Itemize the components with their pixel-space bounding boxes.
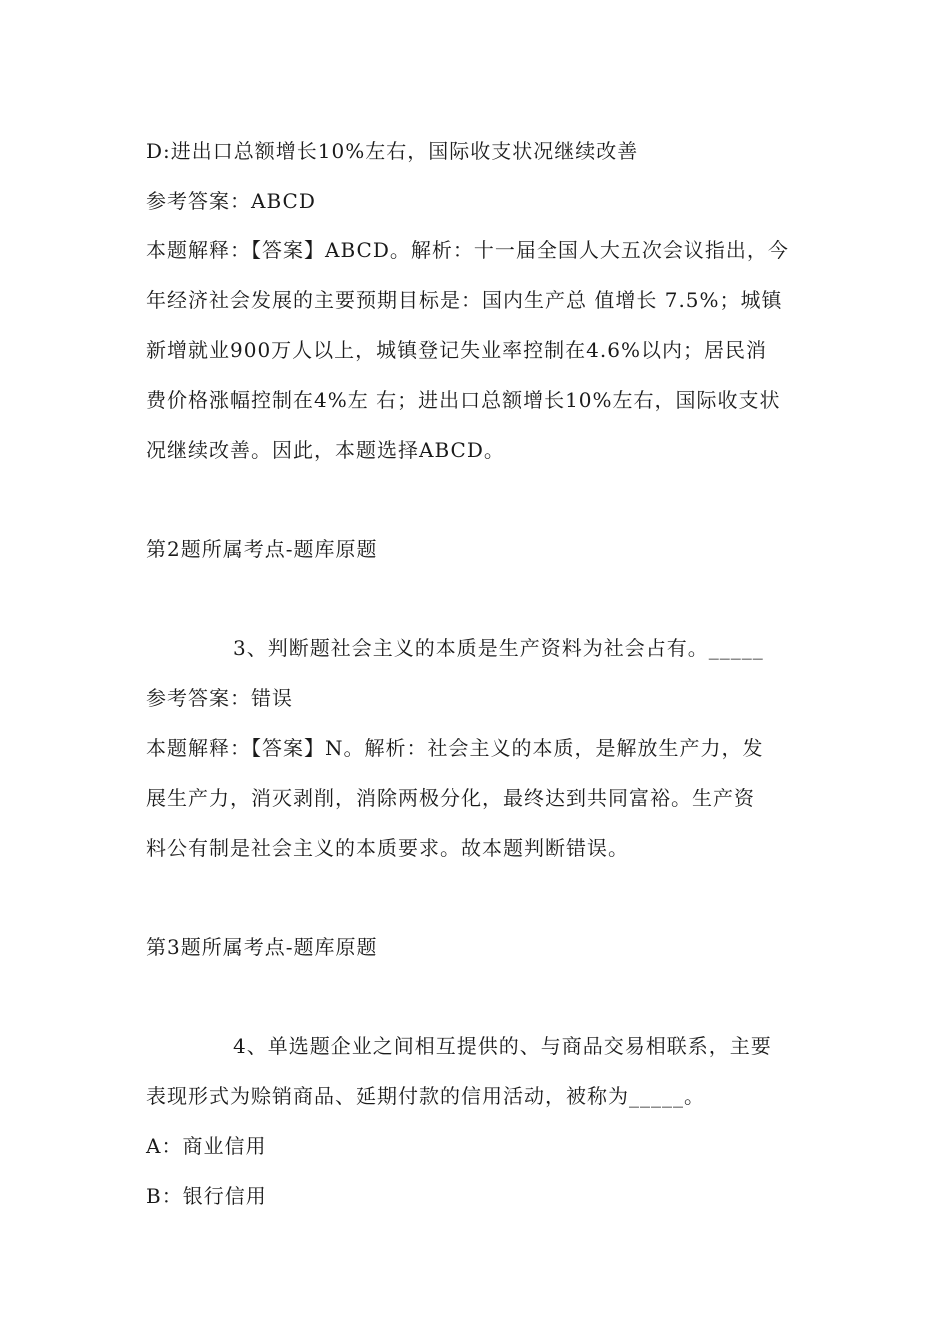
- q4-option-a: A：商业信用: [146, 1134, 267, 1158]
- q1-explanation-line: 年经济社会发展的主要预期目标是：国内生产总 值增长 7.5%；城镇: [146, 288, 783, 312]
- q1-explanation-line: 新增就业900万人以上，城镇登记失业率控制在4.6%以内；居民消: [146, 338, 767, 362]
- q1-explanation-line: 本题解释：【答案】ABCD。解析：十一届全国人大五次会议指出，今: [146, 238, 789, 262]
- q4-question-line: 表现形式为赊销商品、延期付款的信用活动，被称为_____。: [146, 1084, 705, 1108]
- q3-explanation-line: 展生产力，消灭剥削，消除两极分化，最终达到共同富裕。生产资: [146, 786, 755, 810]
- q1-option-d: D:进出口总额增长10%左右，国际收支状况继续改善: [146, 139, 639, 163]
- q1-explanation-line: 费价格涨幅控制在4%左 右；进出口总额增长10%左右，国际收支状: [146, 388, 781, 412]
- q4-option-b: B：银行信用: [146, 1184, 267, 1208]
- q3-explanation-line: 料公有制是社会主义的本质要求。故本题判断错误。: [146, 836, 629, 860]
- q2-source-note: 第2题所属考点-题库原题: [146, 537, 378, 561]
- q3-source-note: 第3题所属考点-题库原题: [146, 935, 378, 959]
- q3-question: 3、判断题社会主义的本质是生产资料为社会占有。_____: [233, 636, 764, 660]
- q3-explanation-line: 本题解释：【答案】N。解析：社会主义的本质，是解放生产力，发: [146, 736, 764, 760]
- q1-explanation-line: 况继续改善。因此，本题选择ABCD。: [146, 438, 505, 462]
- q1-answer: 参考答案：ABCD: [146, 189, 316, 213]
- q3-answer: 参考答案：错误: [146, 686, 293, 710]
- q4-question-line: 4、单选题企业之间相互提供的、与商品交易相联系，主要: [233, 1034, 772, 1058]
